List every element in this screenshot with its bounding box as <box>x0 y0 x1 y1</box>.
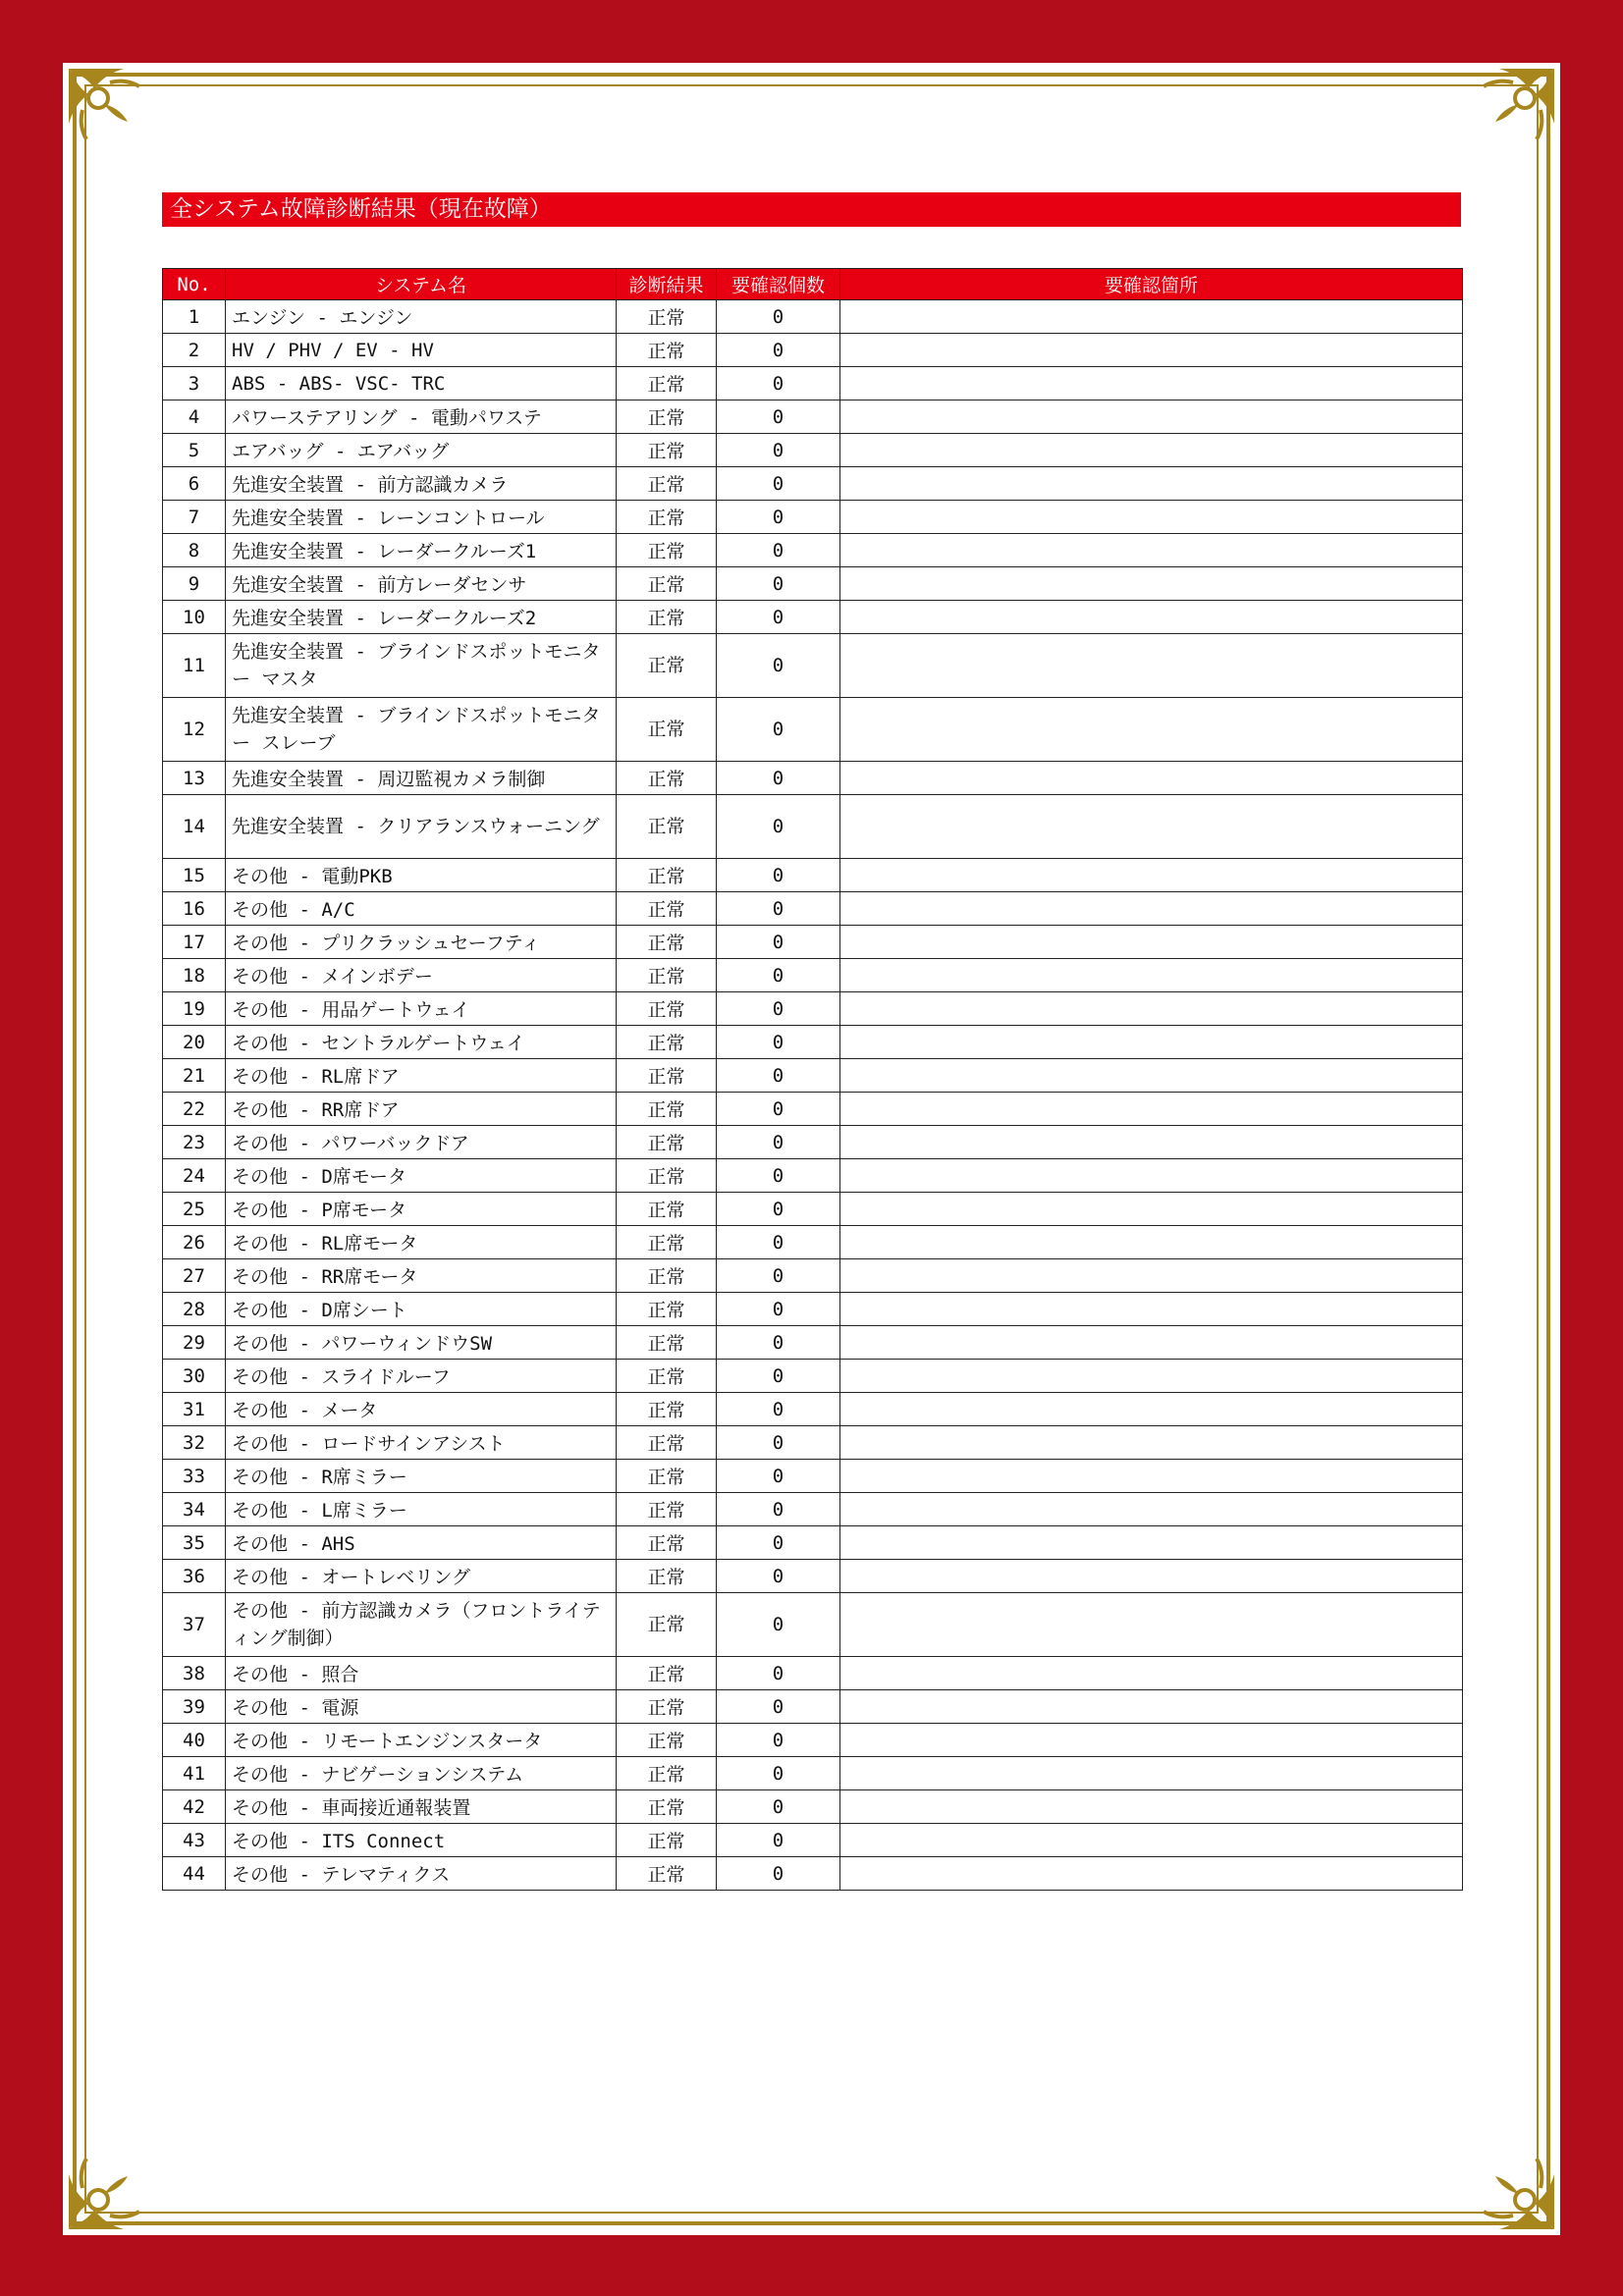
table-row <box>163 762 1463 795</box>
cell-check-count: 0 <box>717 1026 840 1059</box>
cell-no: 5 <box>163 434 226 467</box>
cell-no: 22 <box>163 1093 226 1126</box>
cell-system-name: その他 - RR席モータ <box>226 1259 617 1293</box>
corner-ornament-icon <box>65 65 159 159</box>
cell-check-location <box>840 1593 1463 1657</box>
cell-no: 8 <box>163 534 226 567</box>
cell-diagnosis-result: 正常 <box>617 1593 717 1657</box>
cell-check-count: 0 <box>717 1126 840 1159</box>
cell-no: 42 <box>163 1790 226 1824</box>
cell-check-count: 0 <box>717 1259 840 1293</box>
corner-ornament-icon <box>1464 65 1558 159</box>
cell-no: 20 <box>163 1026 226 1059</box>
cell-check-location <box>840 1790 1463 1824</box>
table-row <box>163 1259 1463 1293</box>
cell-check-count: 0 <box>717 1824 840 1857</box>
cell-diagnosis-result: 正常 <box>617 1757 717 1790</box>
cell-check-count: 0 <box>717 1159 840 1193</box>
cell-no: 41 <box>163 1757 226 1790</box>
cell-check-location <box>840 1757 1463 1790</box>
table-row <box>163 1093 1463 1126</box>
cell-no: 4 <box>163 400 226 434</box>
cell-diagnosis-result: 正常 <box>617 992 717 1026</box>
cell-check-count: 0 <box>717 300 840 334</box>
cell-system-name: その他 - P席モータ <box>226 1193 617 1226</box>
cell-system-name: その他 - プリクラッシュセーフティ <box>226 926 617 959</box>
cell-no: 10 <box>163 601 226 634</box>
table-row <box>163 434 1463 467</box>
cell-no: 37 <box>163 1593 226 1657</box>
cell-check-location <box>840 1026 1463 1059</box>
cell-diagnosis-result: 正常 <box>617 1326 717 1360</box>
cell-check-count: 0 <box>717 1593 840 1657</box>
table-row <box>163 1593 1463 1657</box>
header-check-count: 要確認個数 <box>717 269 840 300</box>
table-row <box>163 1493 1463 1526</box>
cell-check-count: 0 <box>717 1426 840 1460</box>
table-row <box>163 1857 1463 1891</box>
cell-check-count: 0 <box>717 467 840 501</box>
cell-system-name: エアバッグ - エアバッグ <box>226 434 617 467</box>
cell-check-count: 0 <box>717 1724 840 1757</box>
cell-diagnosis-result: 正常 <box>617 1093 717 1126</box>
cell-no: 32 <box>163 1426 226 1460</box>
cell-system-name: 先進安全装置 - 前方認識カメラ <box>226 467 617 501</box>
table-row <box>163 1657 1463 1690</box>
cell-check-count: 0 <box>717 1393 840 1426</box>
cell-check-location <box>840 1259 1463 1293</box>
cell-diagnosis-result: 正常 <box>617 400 717 434</box>
cell-diagnosis-result: 正常 <box>617 1126 717 1159</box>
cell-no: 18 <box>163 959 226 992</box>
cell-no: 35 <box>163 1526 226 1560</box>
cell-check-count: 0 <box>717 992 840 1026</box>
cell-check-count: 0 <box>717 1059 840 1093</box>
cell-diagnosis-result: 正常 <box>617 1824 717 1857</box>
cell-system-name: その他 - ナビゲーションシステム <box>226 1757 617 1790</box>
cell-system-name: ABS - ABS- VSC- TRC <box>226 367 617 400</box>
cell-check-count: 0 <box>717 1193 840 1226</box>
cell-diagnosis-result: 正常 <box>617 334 717 367</box>
cell-diagnosis-result: 正常 <box>617 1360 717 1393</box>
cell-check-location <box>840 400 1463 434</box>
report-page <box>63 63 1560 2235</box>
table-row <box>163 467 1463 501</box>
cell-system-name: パワーステアリング - 電動パワステ <box>226 400 617 434</box>
cell-system-name: その他 - D席シート <box>226 1293 617 1326</box>
cell-check-location <box>840 601 1463 634</box>
header-system-name: システム名 <box>226 269 617 300</box>
table-row <box>163 892 1463 926</box>
cell-no: 36 <box>163 1560 226 1593</box>
cell-check-count: 0 <box>717 1093 840 1126</box>
cell-check-location <box>840 698 1463 762</box>
cell-check-count: 0 <box>717 1493 840 1526</box>
section-title: 全システム故障診断結果（現在故障） <box>162 192 1461 227</box>
table-row <box>163 926 1463 959</box>
cell-no: 6 <box>163 467 226 501</box>
cell-no: 2 <box>163 334 226 367</box>
cell-diagnosis-result: 正常 <box>617 567 717 601</box>
cell-diagnosis-result: 正常 <box>617 859 717 892</box>
cell-diagnosis-result: 正常 <box>617 1059 717 1093</box>
table-row <box>163 1326 1463 1360</box>
cell-system-name: その他 - ITS Connect <box>226 1824 617 1857</box>
cell-no: 26 <box>163 1226 226 1259</box>
table-row <box>163 334 1463 367</box>
table-row <box>163 1159 1463 1193</box>
cell-system-name: 先進安全装置 - レーダークルーズ2 <box>226 601 617 634</box>
cell-no: 24 <box>163 1159 226 1193</box>
cell-check-location <box>840 959 1463 992</box>
cell-check-location <box>840 334 1463 367</box>
cell-system-name: その他 - メータ <box>226 1393 617 1426</box>
corner-ornament-icon <box>1464 2139 1558 2233</box>
cell-system-name: その他 - パワーバックドア <box>226 1126 617 1159</box>
cell-diagnosis-result: 正常 <box>617 892 717 926</box>
cell-diagnosis-result: 正常 <box>617 926 717 959</box>
cell-check-count: 0 <box>717 567 840 601</box>
table-row <box>163 1724 1463 1757</box>
cell-diagnosis-result: 正常 <box>617 1159 717 1193</box>
cell-no: 7 <box>163 501 226 534</box>
cell-check-count: 0 <box>717 1560 840 1593</box>
cell-check-location <box>840 1460 1463 1493</box>
cell-no: 16 <box>163 892 226 926</box>
cell-diagnosis-result: 正常 <box>617 1657 717 1690</box>
table-row <box>163 1059 1463 1093</box>
table-row <box>163 1393 1463 1426</box>
cell-diagnosis-result: 正常 <box>617 1193 717 1226</box>
table-row <box>163 1193 1463 1226</box>
cell-diagnosis-result: 正常 <box>617 300 717 334</box>
cell-no: 34 <box>163 1493 226 1526</box>
cell-check-location <box>840 300 1463 334</box>
table-header-row <box>163 269 1463 300</box>
cell-check-location <box>840 1093 1463 1126</box>
table-row <box>163 300 1463 334</box>
cell-check-location <box>840 1560 1463 1593</box>
cell-diagnosis-result: 正常 <box>617 1493 717 1526</box>
cell-diagnosis-result: 正常 <box>617 1460 717 1493</box>
cell-diagnosis-result: 正常 <box>617 959 717 992</box>
cell-diagnosis-result: 正常 <box>617 601 717 634</box>
cell-system-name: その他 - 電源 <box>226 1690 617 1724</box>
cell-check-location <box>840 1059 1463 1093</box>
cell-check-location <box>840 534 1463 567</box>
cell-check-location <box>840 634 1463 698</box>
cell-diagnosis-result: 正常 <box>617 1560 717 1593</box>
cell-no: 33 <box>163 1460 226 1493</box>
cell-diagnosis-result: 正常 <box>617 1026 717 1059</box>
cell-no: 43 <box>163 1824 226 1857</box>
cell-no: 14 <box>163 795 226 859</box>
cell-check-location <box>840 1690 1463 1724</box>
table-row <box>163 400 1463 434</box>
cell-system-name: 先進安全装置 - 前方レーダセンサ <box>226 567 617 601</box>
cell-diagnosis-result: 正常 <box>617 1790 717 1824</box>
cell-diagnosis-result: 正常 <box>617 1226 717 1259</box>
cell-system-name: その他 - テレマティクス <box>226 1857 617 1891</box>
cell-system-name: その他 - 電動PKB <box>226 859 617 892</box>
cell-check-location <box>840 859 1463 892</box>
table-row <box>163 1360 1463 1393</box>
cell-system-name: その他 - 車両接近通報装置 <box>226 1790 617 1824</box>
cell-check-location <box>840 1724 1463 1757</box>
cell-check-location <box>840 1360 1463 1393</box>
cell-check-count: 0 <box>717 1293 840 1326</box>
cell-no: 27 <box>163 1259 226 1293</box>
cell-check-location <box>840 1857 1463 1891</box>
table-row <box>163 1690 1463 1724</box>
cell-check-count: 0 <box>717 1360 840 1393</box>
cell-check-location <box>840 926 1463 959</box>
table-row <box>163 367 1463 400</box>
cell-no: 3 <box>163 367 226 400</box>
cell-system-name: その他 - D席モータ <box>226 1159 617 1193</box>
cell-check-count: 0 <box>717 926 840 959</box>
table-body <box>163 300 1463 1891</box>
cell-system-name: その他 - スライドルーフ <box>226 1360 617 1393</box>
cell-system-name: その他 - 用品ゲートウェイ <box>226 992 617 1026</box>
cell-check-location <box>840 1126 1463 1159</box>
cell-diagnosis-result: 正常 <box>617 795 717 859</box>
cell-system-name: 先進安全装置 - レーンコントロール <box>226 501 617 534</box>
cell-no: 31 <box>163 1393 226 1426</box>
cell-system-name: その他 - メインボデー <box>226 959 617 992</box>
table-row <box>163 601 1463 634</box>
cell-check-count: 0 <box>717 762 840 795</box>
table-row <box>163 992 1463 1026</box>
cell-check-count: 0 <box>717 1690 840 1724</box>
cell-no: 21 <box>163 1059 226 1093</box>
cell-diagnosis-result: 正常 <box>617 698 717 762</box>
cell-check-location <box>840 1493 1463 1526</box>
cell-check-location <box>840 1393 1463 1426</box>
cell-check-location <box>840 1159 1463 1193</box>
cell-no: 44 <box>163 1857 226 1891</box>
cell-check-count: 0 <box>717 795 840 859</box>
cell-check-location <box>840 1193 1463 1226</box>
cell-no: 25 <box>163 1193 226 1226</box>
table-row <box>163 1293 1463 1326</box>
cell-diagnosis-result: 正常 <box>617 1393 717 1426</box>
cell-system-name: その他 - 照合 <box>226 1657 617 1690</box>
cell-check-count: 0 <box>717 1657 840 1690</box>
cell-no: 39 <box>163 1690 226 1724</box>
cell-no: 11 <box>163 634 226 698</box>
cell-diagnosis-result: 正常 <box>617 434 717 467</box>
header-check-location: 要確認箇所 <box>840 269 1463 300</box>
cell-system-name: その他 - RL席ドア <box>226 1059 617 1093</box>
cell-check-count: 0 <box>717 434 840 467</box>
cell-check-count: 0 <box>717 1790 840 1824</box>
cell-check-location <box>840 1326 1463 1360</box>
cell-no: 9 <box>163 567 226 601</box>
cell-check-count: 0 <box>717 501 840 534</box>
table-row <box>163 959 1463 992</box>
cell-diagnosis-result: 正常 <box>617 1724 717 1757</box>
table-row <box>163 1126 1463 1159</box>
table-row <box>163 567 1463 601</box>
diagnosis-results-table <box>162 268 1463 1891</box>
cell-check-count: 0 <box>717 959 840 992</box>
cell-no: 13 <box>163 762 226 795</box>
table-row <box>163 1790 1463 1824</box>
cell-diagnosis-result: 正常 <box>617 367 717 400</box>
cell-diagnosis-result: 正常 <box>617 467 717 501</box>
cell-diagnosis-result: 正常 <box>617 762 717 795</box>
cell-no: 30 <box>163 1360 226 1393</box>
cell-system-name: その他 - ロードサインアシスト <box>226 1426 617 1460</box>
table-row <box>163 1824 1463 1857</box>
cell-check-count: 0 <box>717 1757 840 1790</box>
cell-no: 38 <box>163 1657 226 1690</box>
cell-check-location <box>840 467 1463 501</box>
cell-system-name: その他 - R席ミラー <box>226 1460 617 1493</box>
cell-diagnosis-result: 正常 <box>617 1857 717 1891</box>
cell-no: 19 <box>163 992 226 1026</box>
cell-check-location <box>840 892 1463 926</box>
cell-diagnosis-result: 正常 <box>617 534 717 567</box>
cell-no: 28 <box>163 1293 226 1326</box>
cell-check-count: 0 <box>717 634 840 698</box>
cell-check-location <box>840 434 1463 467</box>
cell-check-count: 0 <box>717 367 840 400</box>
table-row <box>163 634 1463 698</box>
cell-system-name: その他 - セントラルゲートウェイ <box>226 1026 617 1059</box>
table-row <box>163 501 1463 534</box>
cell-system-name: 先進安全装置 - ブラインドスポットモニター マスタ <box>226 634 617 698</box>
cell-check-count: 0 <box>717 601 840 634</box>
table-row <box>163 1757 1463 1790</box>
cell-check-location <box>840 501 1463 534</box>
cell-diagnosis-result: 正常 <box>617 1526 717 1560</box>
cell-system-name: 先進安全装置 - 周辺監視カメラ制御 <box>226 762 617 795</box>
cell-check-location <box>840 1426 1463 1460</box>
cell-check-count: 0 <box>717 1326 840 1360</box>
cell-check-location <box>840 1657 1463 1690</box>
cell-system-name: その他 - パワーウィンドウSW <box>226 1326 617 1360</box>
cell-check-location <box>840 567 1463 601</box>
cell-check-count: 0 <box>717 534 840 567</box>
cell-check-location <box>840 1526 1463 1560</box>
table-row <box>163 859 1463 892</box>
cell-diagnosis-result: 正常 <box>617 1690 717 1724</box>
cell-system-name: 先進安全装置 - ブラインドスポットモニター スレーブ <box>226 698 617 762</box>
table-row <box>163 1426 1463 1460</box>
table-row <box>163 1560 1463 1593</box>
cell-check-count: 0 <box>717 698 840 762</box>
cell-no: 17 <box>163 926 226 959</box>
cell-check-location <box>840 992 1463 1026</box>
cell-system-name: エンジン - エンジン <box>226 300 617 334</box>
cell-system-name: その他 - RL席モータ <box>226 1226 617 1259</box>
cell-no: 1 <box>163 300 226 334</box>
cell-system-name: その他 - AHS <box>226 1526 617 1560</box>
cell-system-name: 先進安全装置 - レーダークルーズ1 <box>226 534 617 567</box>
cell-system-name: その他 - L席ミラー <box>226 1493 617 1526</box>
cell-check-count: 0 <box>717 859 840 892</box>
cell-system-name: その他 - 前方認識カメラ（フロントライティング制御） <box>226 1593 617 1657</box>
cell-system-name: その他 - オートレベリング <box>226 1560 617 1593</box>
header-diagnosis-result: 診断結果 <box>617 269 717 300</box>
table-row <box>163 1026 1463 1059</box>
cell-no: 23 <box>163 1126 226 1159</box>
cell-system-name: その他 - RR席ドア <box>226 1093 617 1126</box>
table-row <box>163 1460 1463 1493</box>
table-row <box>163 1226 1463 1259</box>
cell-system-name: その他 - A/C <box>226 892 617 926</box>
cell-diagnosis-result: 正常 <box>617 1293 717 1326</box>
cell-no: 15 <box>163 859 226 892</box>
cell-system-name: 先進安全装置 - クリアランスウォーニング <box>226 795 617 859</box>
cell-no: 40 <box>163 1724 226 1757</box>
cell-check-count: 0 <box>717 334 840 367</box>
cell-check-location <box>840 367 1463 400</box>
cell-check-location <box>840 762 1463 795</box>
header-no: No. <box>163 269 226 300</box>
cell-check-count: 0 <box>717 1226 840 1259</box>
cell-check-count: 0 <box>717 1460 840 1493</box>
cell-no: 12 <box>163 698 226 762</box>
cell-check-location <box>840 1824 1463 1857</box>
cell-system-name: その他 - リモートエンジンスタータ <box>226 1724 617 1757</box>
cell-check-count: 0 <box>717 1857 840 1891</box>
table-row <box>163 534 1463 567</box>
cell-diagnosis-result: 正常 <box>617 1426 717 1460</box>
cell-diagnosis-result: 正常 <box>617 501 717 534</box>
table-row <box>163 698 1463 762</box>
table-row <box>163 795 1463 859</box>
cell-check-count: 0 <box>717 892 840 926</box>
cell-diagnosis-result: 正常 <box>617 634 717 698</box>
cell-system-name: HV / PHV / EV - HV <box>226 334 617 367</box>
cell-check-location <box>840 1293 1463 1326</box>
corner-ornament-icon <box>65 2139 159 2233</box>
cell-check-location <box>840 795 1463 859</box>
table-row <box>163 1526 1463 1560</box>
cell-diagnosis-result: 正常 <box>617 1259 717 1293</box>
cell-check-count: 0 <box>717 1526 840 1560</box>
cell-no: 29 <box>163 1326 226 1360</box>
cell-check-count: 0 <box>717 400 840 434</box>
cell-check-location <box>840 1226 1463 1259</box>
